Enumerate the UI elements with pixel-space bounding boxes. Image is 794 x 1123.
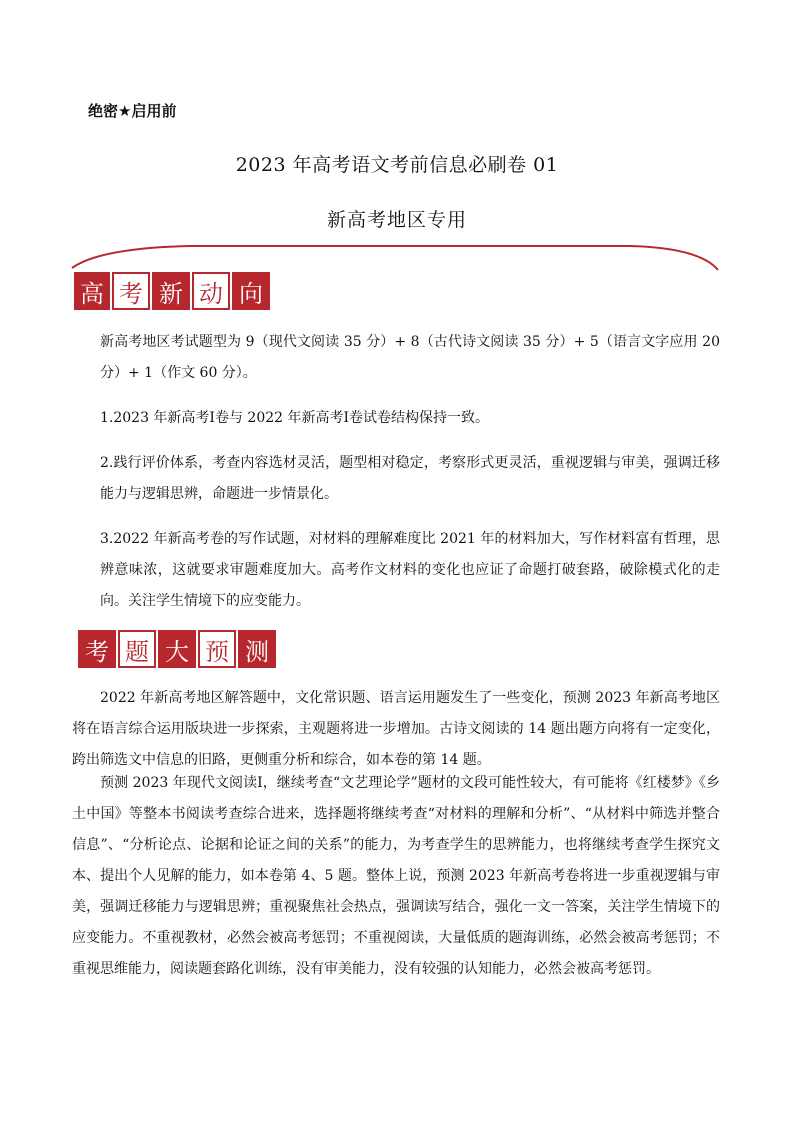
banner-char: 考: [78, 630, 116, 668]
banner-char: 测: [238, 630, 276, 668]
banner-char: 新: [152, 272, 190, 310]
banner-char: 考: [112, 272, 150, 310]
section2-banner: [78, 630, 276, 668]
banner-char: 向: [232, 272, 270, 310]
paragraph: 1.2023 年新高考Ⅰ卷与 2022 年新高考Ⅰ卷试卷结构保持一致。: [100, 410, 490, 426]
paragraph: 2.践行评价体系，考查内容选材灵活，题型相对稳定，考察形式更灵活，重视逻辑与审美，强调迁移能力与逻辑思辨，命题进一步情景化。: [100, 455, 720, 502]
confidential-label: 绝密★启用前: [88, 102, 177, 120]
banner-char: 高: [74, 272, 110, 310]
banner-char: 题: [118, 630, 156, 668]
page-title: 2023 年高考语文考前信息必刷卷 01: [235, 154, 559, 176]
paragraph: 预测 2023 年现代文阅读Ⅰ，继续考查“文艺理论学”题材的文段可能性较大，有可能将《红楼梦》《乡土中国》等整本书阅读考查综合进来，选择题将继续考查“对材料的理解和分析”、“从材料中筛选并整合信息”、“分析论点、论据和论证之间的关系”的能力，为考查学生的思辨能力，也将继续考查学生探究文本、提出个人见解的能力，如本卷第 4、5 题。整体上说，预测 2023 年新高考卷将进一步重视逻辑与审美，强调迁移能力与逻辑思辨；重视聚焦社会热点，强调读写结合，强化一文一答案，关注学生情境下的应变能力。不重视教材，必然会被高考惩罚；不重视阅读，大量低质的题海训练，必然会被高考惩罚；不重视思维能力，阅读题套路化训练，没有审美能力，没有较强的认知能力，必然会被高考惩罚。: [72, 775, 720, 977]
paragraph: 2022 年新高考地区解答题中，文化常识题、语言运用题发生了一些变化，预测 2023 年新高考地区将在语言综合运用版块进一步探索，主观题将进一步增加。古诗文阅读的 14 题出题方向将有一定变化，跨出筛选文中信息的旧路，更侧重分析和综合，如本卷的第 14 题。: [72, 690, 720, 768]
paragraph: 3.2022 年新高考卷的写作试题，对材料的理解难度比 2021 年的材料加大，写作材料富有哲理，思辨意味浓，这就要求审题难度加大。高考作文材料的变化也应证了命题打破套路，破除模式化的走向。关注学生情境下的应变能力。: [100, 531, 720, 609]
section1-banner: [74, 272, 270, 310]
banner-char: 预: [198, 630, 236, 668]
paragraph: 新高考地区考试题型为 9（现代文阅读 35 分）+ 8（古代诗文阅读 35 分）+ 5（语言文字应用 20 分）+ 1（作文 60 分）。: [100, 334, 720, 381]
banner-char: 动: [192, 272, 230, 310]
page-subtitle: 新高考地区专用: [326, 209, 467, 231]
decorative-arc: [70, 238, 720, 272]
banner-char: 大: [158, 630, 196, 668]
